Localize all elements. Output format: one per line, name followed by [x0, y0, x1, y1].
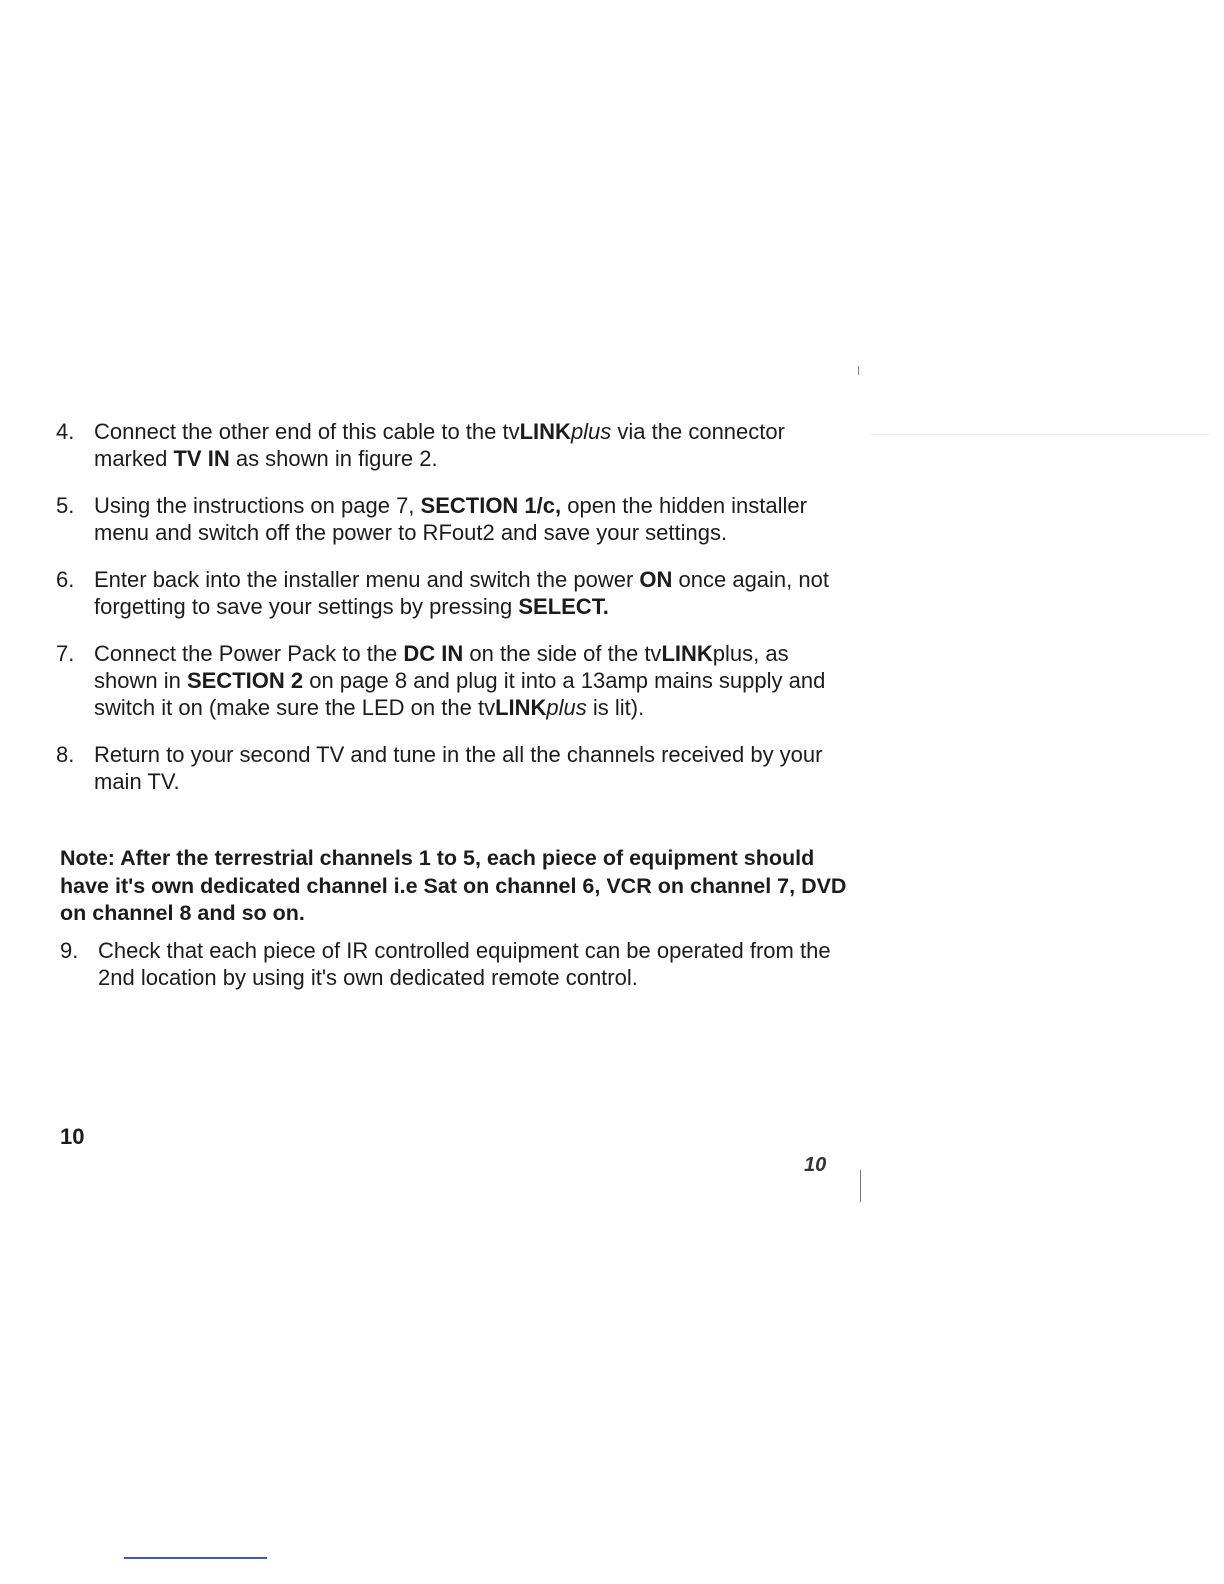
scan-mark [858, 366, 859, 375]
step-number: 6. [56, 567, 75, 592]
handwritten-page-number: 10 [804, 1154, 827, 1176]
scan-mark [860, 1170, 861, 1202]
step-8 [52, 741, 852, 795]
step-text: Connect the other end of this cable to the tvLINKplus via the connector marked TV IN as shown in figure 2. [94, 419, 785, 471]
step-number: 9. [60, 938, 79, 963]
page-number: 10 [60, 1124, 85, 1149]
steps-list-continued [56, 937, 856, 1011]
step-7 [52, 640, 852, 721]
note-text: Note: After the terrestrial channels 1 to 5, each piece of equipment should have it's own dedicated channel i.e Sat on channel 6, VCR on channel 7, DVD on channel 8 and so on. [60, 846, 847, 925]
step-text: Enter back into the installer menu and switch the power ON once again, not forgetting to save your settings by pressing SELECT. [94, 567, 829, 619]
step-9 [56, 937, 856, 991]
step-number: 5. [56, 493, 75, 518]
step-5 [52, 492, 852, 546]
step-text: Connect the Power Pack to the DC IN on the side of the tvLINKplus, as shown in SECTION 2 on page 8 and plug it into a 13amp mains supply and switch it on (make sure the LED on the tvLINKplus is lit). [94, 641, 826, 720]
step-number: 7. [56, 641, 75, 666]
step-text: Check that each piece of IR controlled equipment can be operated from the 2nd location by using it's own dedicated remote control. [98, 938, 831, 990]
steps-list [52, 418, 852, 815]
faint-scan-line [870, 434, 1210, 435]
step-text: Using the instructions on page 7, SECTION 1/c, open the hidden installer menu and switch off the power to RFout2 and save your settings. [94, 493, 807, 545]
step-4 [52, 418, 852, 472]
step-number: 8. [56, 742, 75, 767]
step-6 [52, 566, 852, 620]
step-text: Return to your second TV and tune in the all the channels received by your main TV. [94, 742, 823, 794]
step-number: 4. [56, 419, 75, 444]
bottom-rule [124, 1557, 267, 1559]
